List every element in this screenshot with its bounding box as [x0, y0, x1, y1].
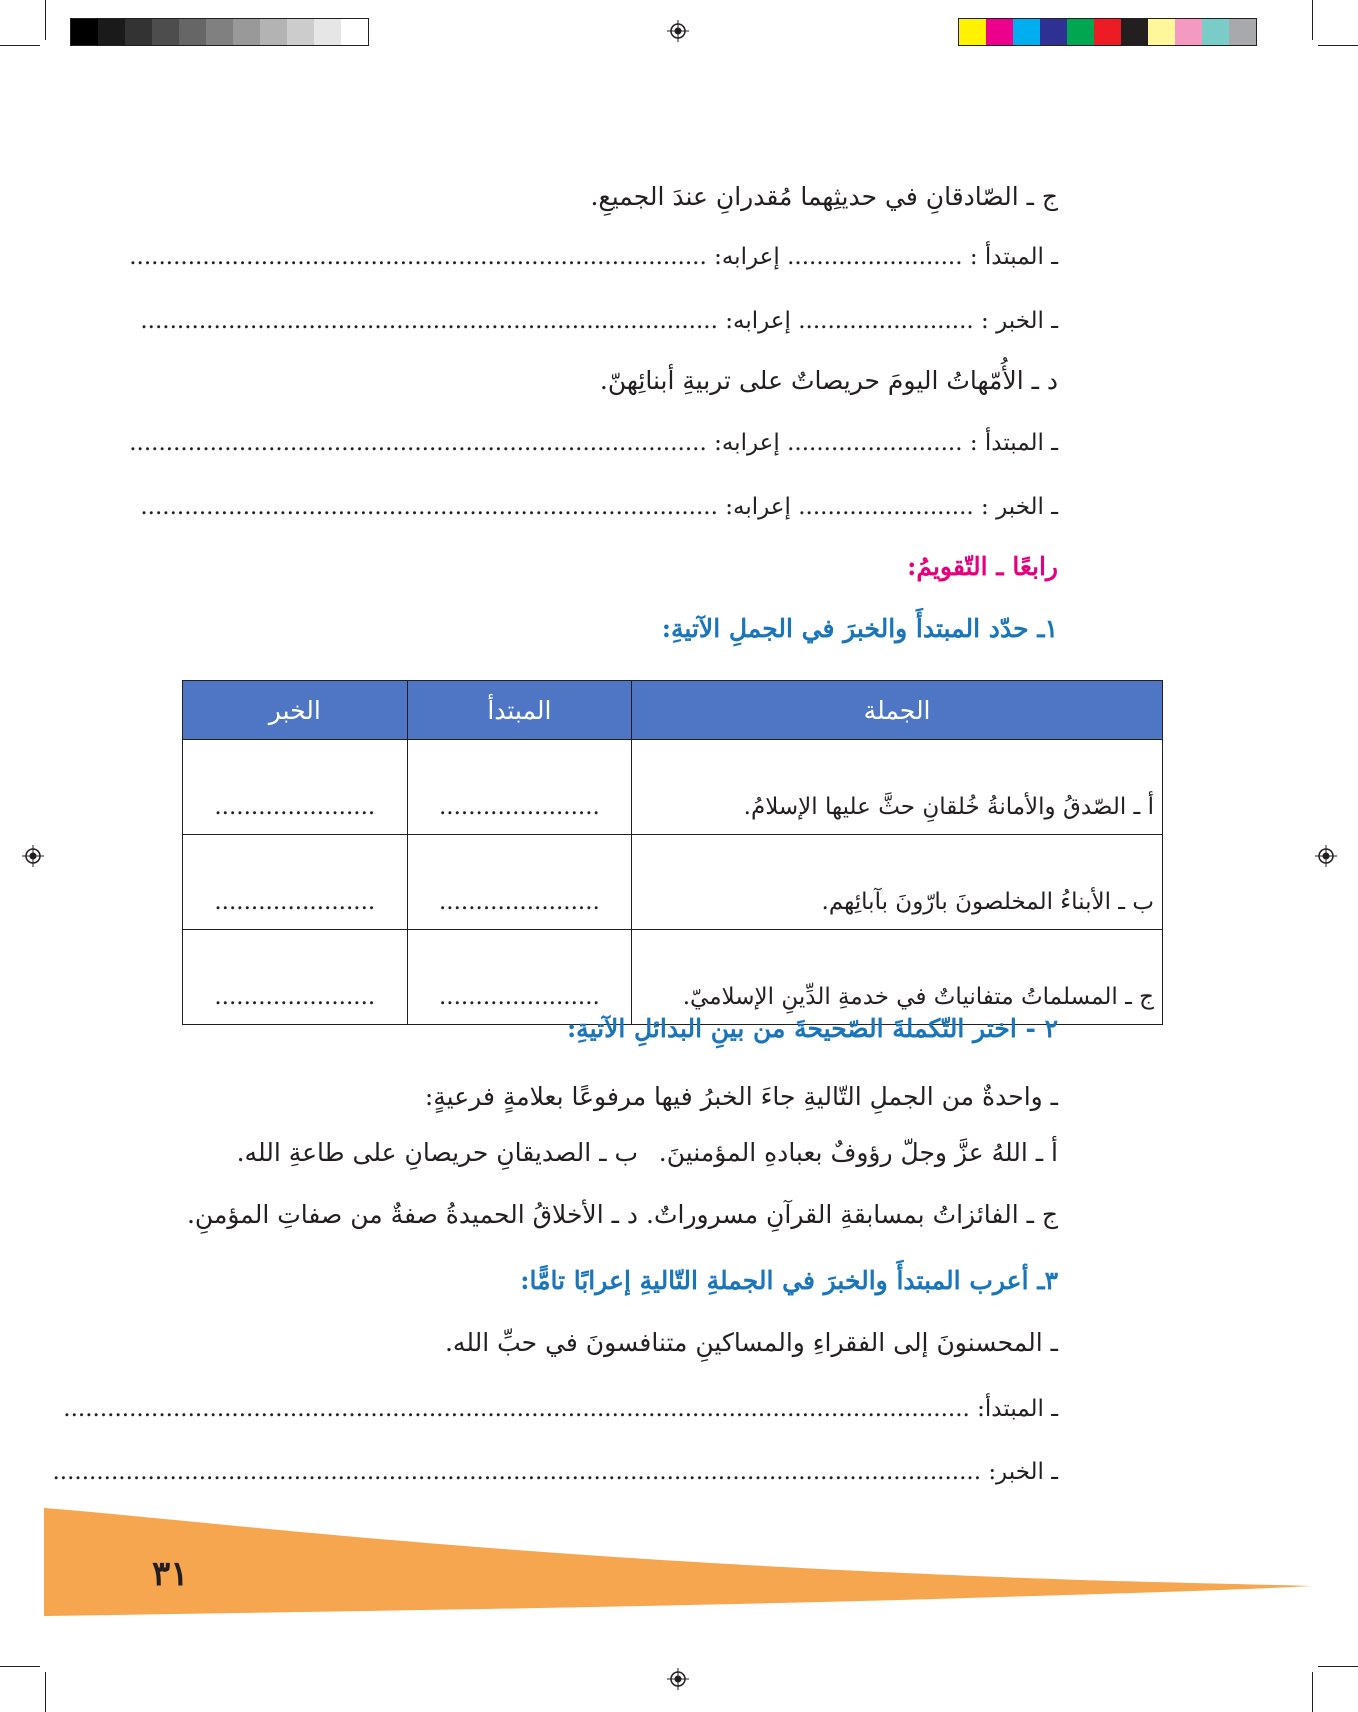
sentence-j: ج ـ الصّادقانِ في حديثِهما مُقدرانِ عندَ الجميعِ.	[590, 182, 1058, 211]
crop-mark	[45, 0, 46, 40]
registration-mark-icon	[667, 1668, 689, 1690]
table-row	[183, 835, 1163, 930]
table-cell-khabar-blank[interactable]: ......................	[183, 930, 408, 1025]
crop-mark	[45, 1672, 46, 1712]
col-header-khabar: الخبر	[183, 681, 408, 740]
color-calibration-strip	[958, 18, 1257, 46]
crop-mark	[1318, 1666, 1358, 1667]
crop-mark	[1318, 45, 1358, 46]
answer-line-q3-mubtada[interactable]: ـ المبتدأ: ............................................................................................................................	[63, 1396, 1058, 1422]
section-title: رابعًا ـ التّقويمُ:	[907, 552, 1058, 581]
registration-mark-icon	[667, 20, 689, 42]
identification-table	[182, 680, 1163, 1025]
answer-line-q3-khabar[interactable]: ـ الخبر: ...............................................................................................................................	[52, 1459, 1058, 1485]
crop-mark	[1312, 0, 1313, 40]
answer-line-khabar-j[interactable]: ـ الخبر : ........................ إعرابه: ...............................................................................	[140, 308, 1058, 334]
answer-line-mubtada-j[interactable]: ـ المبتدأ : ........................ إعرابه: ...............................................................................	[129, 244, 1058, 270]
grayscale-calibration-strip	[70, 18, 369, 46]
table-cell-sentence: ب ـ الأبناءُ المخلصونَ بارّونَ بآبائِهم.	[632, 835, 1163, 930]
question-3-heading: ٣ـ أعرب المبتدأَ والخبرَ في الجملةِ التّاليةِ إعرابًا تامًّا:	[520, 1266, 1058, 1295]
crop-mark	[1312, 1672, 1313, 1712]
table-cell-mubtada-blank[interactable]: ......................	[407, 835, 632, 930]
table-row	[183, 740, 1163, 835]
table-cell-khabar-blank[interactable]: ......................	[183, 740, 408, 835]
col-header-sentence: الجملة	[632, 681, 1163, 740]
option-a[interactable]: أ ـ اللهُ عزَّ وجلّ رؤوفٌ بعبادهِ المؤمنينَ.	[658, 1138, 1058, 1167]
option-b[interactable]: ب ـ الصديقانِ حريصانِ على طاعةِ الله.	[236, 1138, 638, 1167]
sentence-d: د ـ الأُمّهاتُ اليومَ حريصاتٌ على تربيةِ أبنائِهنّ.	[599, 366, 1058, 395]
question-3-sentence: ـ المحسنونَ إلى الفقراءِ والمساكينِ متنافسونَ في حبِّ الله.	[444, 1328, 1058, 1357]
question-2-stem: ـ واحدةٌ من الجملِ التّاليةِ جاءَ الخبرُ فيها مرفوعًا بعلامةٍ فرعيةٍ:	[424, 1082, 1058, 1111]
option-d[interactable]: د ـ الأخلاقُ الحميدةُ صفةٌ من صفاتِ المؤمنِ.	[186, 1200, 638, 1229]
registration-mark-icon	[22, 845, 44, 867]
col-header-mubtada: المبتدأ	[407, 681, 632, 740]
table-cell-khabar-blank[interactable]: ......................	[183, 835, 408, 930]
crop-mark	[0, 45, 40, 46]
registration-mark-icon	[1315, 845, 1337, 867]
answer-line-mubtada-d[interactable]: ـ المبتدأ : ........................ إعرابه: ...............................................................................	[129, 430, 1058, 456]
table-cell-mubtada-blank[interactable]: ......................	[407, 740, 632, 835]
table-cell-sentence: أ ـ الصّدقُ والأمانةُ خُلقانِ حثَّ عليها الإسلامُ.	[632, 740, 1163, 835]
answer-line-khabar-d[interactable]: ـ الخبر : ........................ إعرابه: ...............................................................................	[140, 494, 1058, 520]
crop-mark	[0, 1666, 40, 1667]
question-2-heading: ٢ - اختر التّكملةَ الصّحيحةَ من بينِ البدائلِ الآتيةِ:	[566, 1014, 1058, 1043]
footer-band	[0, 1490, 1358, 1620]
table-cell-sentence: ج ـ المسلماتُ متفانياتٌ في خدمةِ الدِّينِ الإسلاميّ.	[632, 930, 1163, 1025]
page-number: ٣١	[152, 1554, 189, 1594]
table-cell-mubtada-blank[interactable]: ......................	[407, 930, 632, 1025]
question-1-heading: ١ـ حدّد المبتدأَ والخبرَ في الجملِ الآتيةِ:	[661, 614, 1058, 643]
option-c[interactable]: ج ـ الفائزاتُ بمسابقةِ القرآنِ مسروراتٌ.	[646, 1200, 1058, 1229]
